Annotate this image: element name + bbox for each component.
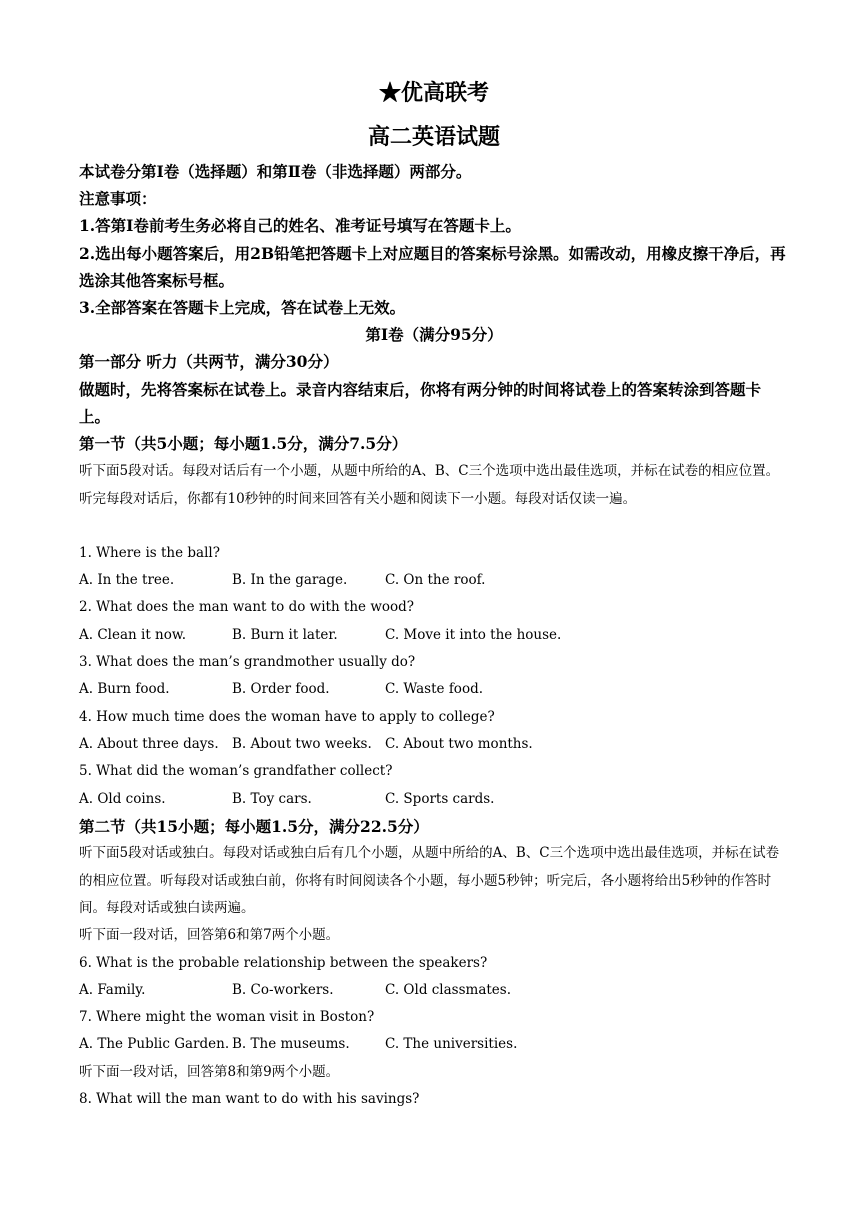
option-c: C. Move it into the house. <box>385 627 562 643</box>
option-c: C. About two months. <box>385 736 533 752</box>
option-b: B. The museums. <box>232 1036 350 1052</box>
option-a: A. Old coins. <box>79 791 166 807</box>
exam-intro: 本试卷分第Ⅰ卷（选择题）和第Ⅱ卷（非选择题）两部分。 <box>79 162 472 181</box>
option-c: C. Old classmates. <box>385 982 512 998</box>
option-c: C. Waste food. <box>385 681 484 697</box>
section2-instruction: 听下面5段对话或独白。每段对话或独白后有几个小题，从题中所给的A、B、C三个选项中选出最佳选项，并标在试卷的相应位置。听每段对话或独白前，你将有时间阅读各个小题，每小题5秒钟；听完后，各小题将给出5秒钟的作答时间。每段对话或独白读两遍。 <box>79 845 780 916</box>
option-a: A. Clean it now. <box>79 627 187 643</box>
section1-heading: 第一节（共5小题；每小题1.5分，满分7.5分） <box>79 434 408 453</box>
note-item-3: 3.全部答案在答题卡上完成，答在试卷上无效。 <box>79 298 406 317</box>
question-2: 2. What does the man want to do with the wood? <box>79 599 415 615</box>
volume1-heading: 第Ⅰ卷（满分95分） <box>365 325 503 344</box>
dialog-intro-8-9: 听下面一段对话，回答第8和第9两个小题。 <box>79 1064 340 1080</box>
option-c: C. Sports cards. <box>385 791 495 807</box>
section2-heading: 第二节（共15小题；每小题1.5分，满分22.5分） <box>79 817 429 836</box>
question-7: 7. Where might the woman visit in Boston? <box>79 1009 375 1025</box>
options-6 <box>79 977 791 1004</box>
option-b: B. Toy cars. <box>232 791 312 807</box>
options-1 <box>79 567 791 594</box>
question-1: 1. Where is the ball? <box>79 545 220 561</box>
options-3 <box>79 676 791 703</box>
question-6: 6. What is the probable relationship between the speakers? <box>79 955 488 971</box>
section1-instruction: 听下面5段对话。每段对话后有一个小题，从题中所给的A、B、C三个选项中选出最佳选项，并标在试卷的相应位置。听完每段对话后，你都有10秒钟的时间来回答有关小题和阅读下一小题。每段对话仅读一遍。 <box>79 463 780 507</box>
option-b: B. Co-workers. <box>232 982 334 998</box>
question-5: 5. What did the woman’s grandfather collect? <box>79 763 393 779</box>
options-7 <box>79 1031 791 1058</box>
option-b: B. About two weeks. <box>232 736 372 752</box>
option-c: C. The universities. <box>385 1036 518 1052</box>
part1-heading: 第一部分 听力（共两节，满分30分） <box>79 352 339 371</box>
option-a: A. Family. <box>79 982 146 998</box>
option-b: B. In the garage. <box>232 572 348 588</box>
options-4 <box>79 731 791 758</box>
notes-heading: 注意事项： <box>79 189 157 208</box>
option-c: C. On the roof. <box>385 572 486 588</box>
question-4: 4. How much time does the woman have to apply to college? <box>79 709 495 725</box>
option-a: A. In the tree. <box>79 572 175 588</box>
option-b: B. Burn it later. <box>232 627 338 643</box>
options-2 <box>79 622 791 649</box>
note-item-1: 1.答第Ⅰ卷前考生务必将自己的姓名、准考证号填写在答题卡上。 <box>79 216 521 235</box>
option-b: B. Order food. <box>232 681 330 697</box>
exam-brand: ★优高联考 <box>378 80 489 106</box>
question-8: 8. What will the man want to do with his savings? <box>79 1091 420 1107</box>
option-a: A. The Public Garden. <box>79 1036 230 1052</box>
part1-instruction: 做题时，先将答案标在试卷上。录音内容结束后，你将有两分钟的时间将试卷上的答案转涂到答题卡上。 <box>79 380 762 426</box>
options-5 <box>79 786 791 813</box>
option-a: A. Burn food. <box>79 681 170 697</box>
note-item-2: 2.选出每小题答案后，用2B铅笔把答题卡上对应题目的答案标号涂黑。如需改动，用橡皮擦干净后，再选涂其他答案标号框。 <box>79 244 786 290</box>
question-3: 3. What does the man’s grandmother usually do? <box>79 654 416 670</box>
dialog-intro-6-7: 听下面一段对话，回答第6和第7两个小题。 <box>79 927 340 943</box>
exam-title: 高二英语试题 <box>367 124 500 150</box>
option-a: A. About three days. <box>79 736 219 752</box>
